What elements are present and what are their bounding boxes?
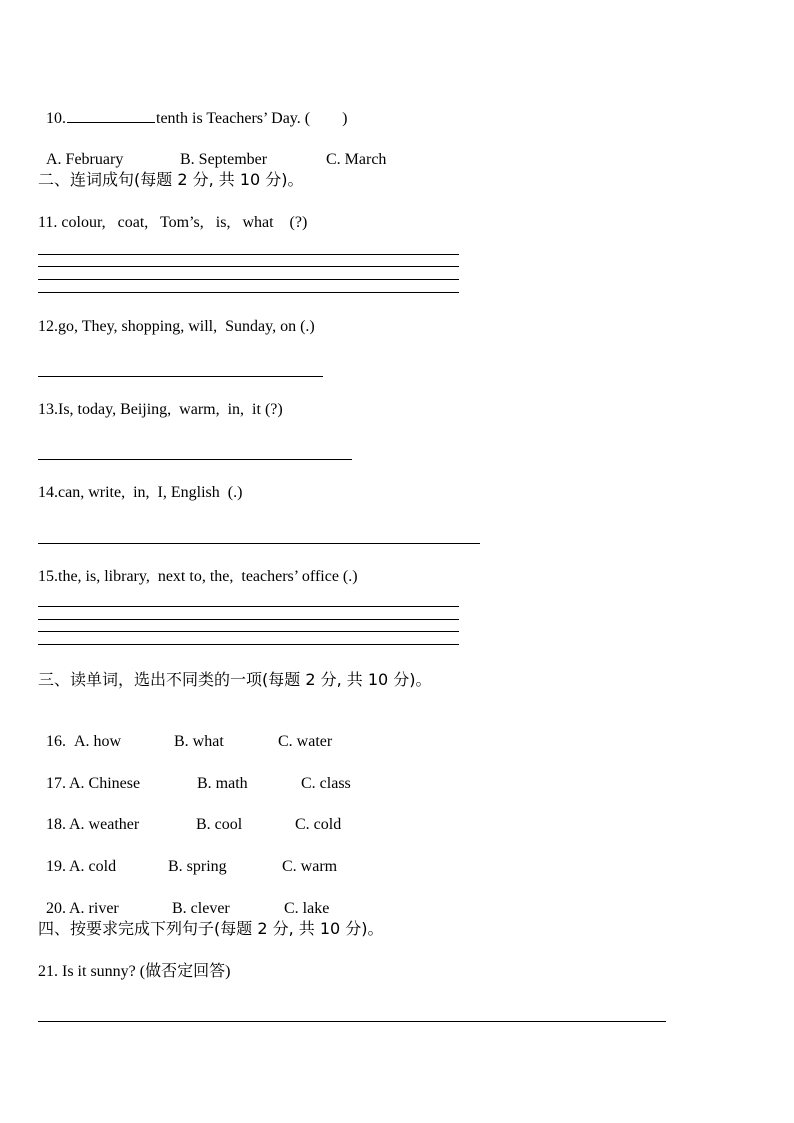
question-16 xyxy=(38,712,332,752)
option-c[interactable]: C. warm xyxy=(282,858,338,875)
writing-line[interactable] xyxy=(38,619,459,620)
option-c[interactable]: C. lake xyxy=(284,900,330,917)
section-4-heading: 四、按要求完成下列句子(每题 2 分, 共 10 分)。 xyxy=(38,919,384,938)
option-b[interactable]: B. cool xyxy=(196,816,243,833)
option-a[interactable]: A. cold xyxy=(69,858,117,875)
writing-line[interactable] xyxy=(38,279,459,280)
question-text: tenth is Teachers’ Day. ( ) xyxy=(156,110,348,127)
question-10 xyxy=(38,88,347,129)
option-a[interactable]: A. Chinese xyxy=(69,775,141,792)
question-number: 18. xyxy=(46,816,66,833)
option-c[interactable]: C. March xyxy=(326,151,387,168)
option-c[interactable]: C. class xyxy=(301,775,351,792)
question-13: 13.Is, today, Beijing, warm, in, it (?) xyxy=(38,401,283,418)
option-a[interactable]: A. how xyxy=(74,733,122,750)
writing-line[interactable] xyxy=(38,644,459,645)
answer-blank[interactable] xyxy=(67,108,155,123)
question-10-options xyxy=(38,130,386,170)
question-20 xyxy=(38,879,329,919)
writing-line[interactable] xyxy=(38,631,459,632)
section-2-heading: 二、连词成句(每题 2 分, 共 10 分)。 xyxy=(38,170,304,189)
question-11: 11. colour, coat, Tom’s, is, what (?) xyxy=(38,214,308,231)
option-b[interactable]: B. clever xyxy=(172,900,230,917)
writing-line[interactable] xyxy=(38,292,459,293)
question-number: 10. xyxy=(46,110,66,127)
answer-line[interactable] xyxy=(38,543,480,544)
question-17 xyxy=(38,754,351,794)
writing-line[interactable] xyxy=(38,266,459,267)
question-19 xyxy=(38,837,337,877)
answer-line[interactable] xyxy=(38,376,323,377)
writing-line[interactable] xyxy=(38,254,459,255)
question-number: 16. xyxy=(46,733,70,750)
question-number: 20. xyxy=(46,900,66,917)
question-14: 14.can, write, in, I, English (.) xyxy=(38,484,243,501)
option-b[interactable]: B. what xyxy=(174,733,224,750)
question-number: 19. xyxy=(46,858,66,875)
writing-line[interactable] xyxy=(38,606,459,607)
option-c[interactable]: C. cold xyxy=(295,816,342,833)
question-number: 17. xyxy=(46,775,66,792)
answer-line[interactable] xyxy=(38,1021,666,1022)
question-12: 12.go, They, shopping, will, Sunday, on (.) xyxy=(38,318,315,335)
section-3-heading: 三、读单词，选出不同类的一项(每题 2 分, 共 10 分)。 xyxy=(38,670,432,689)
question-21: 21. Is it sunny? (做否定回答) xyxy=(38,963,231,980)
option-b[interactable]: B. September xyxy=(180,151,268,168)
option-b[interactable]: B. spring xyxy=(168,858,227,875)
option-b[interactable]: B. math xyxy=(197,775,248,792)
question-15: 15.the, is, library, next to, the, teachers’ office (.) xyxy=(38,568,358,585)
option-a[interactable]: A. weather xyxy=(69,816,140,833)
option-a[interactable]: A. February xyxy=(46,151,124,168)
option-c[interactable]: C. water xyxy=(278,733,333,750)
question-18 xyxy=(38,795,341,835)
option-a[interactable]: A. river xyxy=(69,900,119,917)
answer-line[interactable] xyxy=(38,459,352,460)
